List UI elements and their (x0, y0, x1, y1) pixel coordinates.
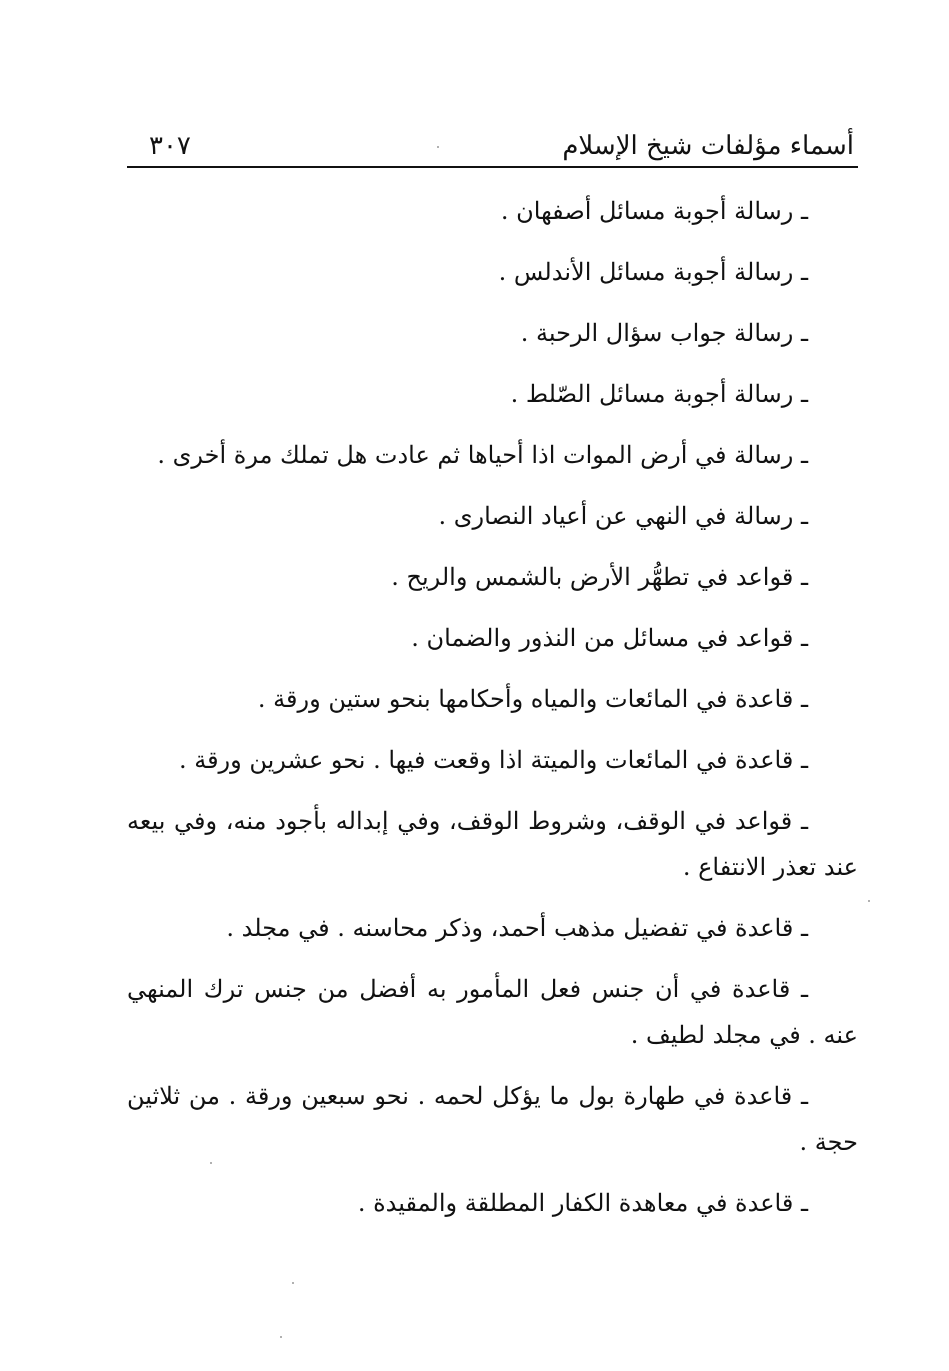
list-item: ـ قواعد في مسائل من النذور والضمان . (411, 624, 808, 652)
list-item: ـ رسالة في أرض الموات اذا أحياها ثم عادت هل تملك مرة أخرى . (157, 441, 808, 469)
page-number: ٣٠٧ (149, 131, 191, 161)
list-item: ـ قواعد في الوقف، وشروط الوقف، وفي إبداله بأجود منه، وفي بيعه عند تعذر الانتفاع . (127, 807, 858, 881)
list-item: ـ قاعدة في المائعات والميتة اذا وقعت فيها . نحو عشرين ورقة . (178, 746, 808, 774)
list-item: ـ قاعدة في طهارة بول ما يؤكل لحمه . نحو سبعين ورقة . من ثلاثين حجة . (127, 1082, 858, 1156)
list-item: ـ رسالة أجوبة مسائل الصّلط . (510, 380, 808, 408)
list-item: ـ رسالة أجوبة مسائل الأندلس . (498, 258, 808, 286)
scan-speck (868, 900, 870, 902)
list-item: ـ قاعدة في تفضيل مذهب أحمد، وذكر محاسنه . في مجلد . (226, 914, 808, 942)
list-item: ـ رسالة أجوبة مسائل أصفهان . (500, 197, 808, 225)
list-item: ـ رسالة في النهي عن أعياد النصارى . (438, 502, 808, 530)
list-item: ـ قواعد في تطهُّر الأرض بالشمس والريح . (391, 563, 808, 591)
list-item: ـ قاعدة في أن جنس فعل المأمور به أفضل من جنس ترك المنهي عنه . في مجلد لطيف . (127, 975, 858, 1049)
running-header (127, 128, 858, 168)
scan-speck (292, 1282, 294, 1284)
header-title: أسماء مؤلفات شيخ الإسلام (562, 131, 854, 161)
list-item: ـ قاعدة في المائعات والمياه وأحكامها بنحو ستين ورقة . (257, 685, 808, 713)
entry-list (127, 188, 858, 1241)
scan-speck (280, 1336, 282, 1338)
list-item: ـ قاعدة في معاهدة الكفار المطلقة والمقيدة . (357, 1189, 808, 1217)
list-item: ـ رسالة جواب سؤال الرحبة . (520, 319, 808, 347)
scan-speck (437, 146, 439, 148)
scan-speck (210, 1162, 212, 1164)
